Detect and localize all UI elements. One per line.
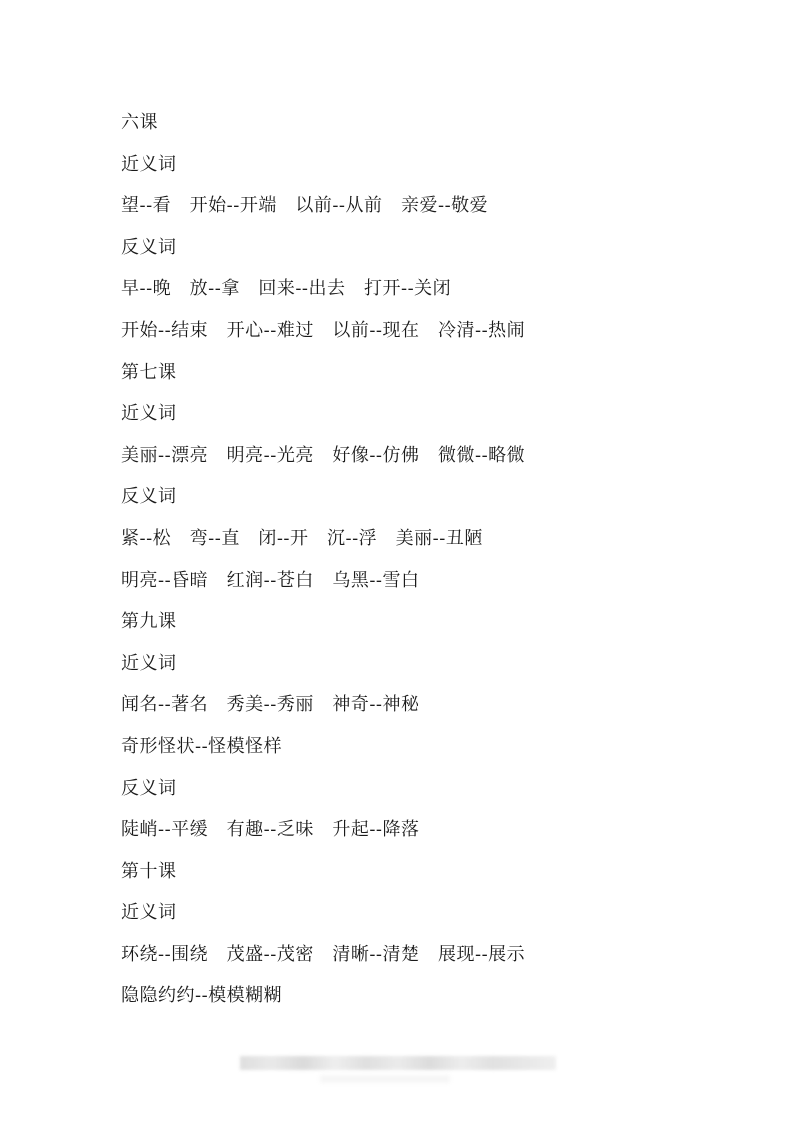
word-pairs-line: 奇形怪状--怪模怪样 [121, 735, 283, 757]
document-body [121, 102, 721, 1017]
lesson-heading: 六课 [121, 112, 158, 133]
lesson-heading: 第十课 [121, 860, 177, 882]
word-pairs-line: 闻名--著名 秀美--秀丽 神奇--神秘 [121, 694, 420, 716]
lesson-heading: 第七课 [121, 361, 177, 383]
word-pairs-line: 明亮--昏暗 红润--苍白 乌黑--雪白 [121, 569, 420, 591]
section-heading-antonyms: 反义词 [121, 777, 177, 799]
blurred-footer-subline [320, 1075, 450, 1083]
section-heading-synonyms: 近义词 [121, 403, 177, 425]
word-pairs-line: 开始--结束 开心--难过 以前--现在 冷清--热闹 [121, 319, 526, 341]
word-pairs-line: 紧--松 弯--直 闭--开 沉--浮 美丽--丑陋 [121, 527, 483, 549]
blurred-footer-watermark [240, 1056, 556, 1070]
word-pairs-line: 早--晚 放--拿 回来--出去 打开--关闭 [121, 278, 452, 300]
word-pairs-line: 望--看 开始--开端 以前--从前 亲爱--敬爱 [121, 195, 489, 217]
section-heading-synonyms: 近义词 [121, 153, 177, 175]
section-heading-synonyms: 近义词 [121, 652, 177, 674]
lesson-heading: 第九课 [121, 611, 177, 633]
word-pairs-line: 美丽--漂亮 明亮--光亮 好像--仿佛 微微--略微 [121, 444, 526, 466]
section-heading-antonyms: 反义词 [121, 486, 177, 508]
word-pairs-line: 环绕--围绕 茂盛--茂密 清晰--清楚 展现--展示 [121, 943, 526, 965]
section-heading-antonyms: 反义词 [121, 236, 177, 258]
word-pairs-line: 陡峭--平缓 有趣--乏味 升起--降落 [121, 819, 420, 841]
word-pairs-line: 隐隐约约--模模糊糊 [121, 985, 283, 1007]
section-heading-synonyms: 近义词 [121, 902, 177, 924]
